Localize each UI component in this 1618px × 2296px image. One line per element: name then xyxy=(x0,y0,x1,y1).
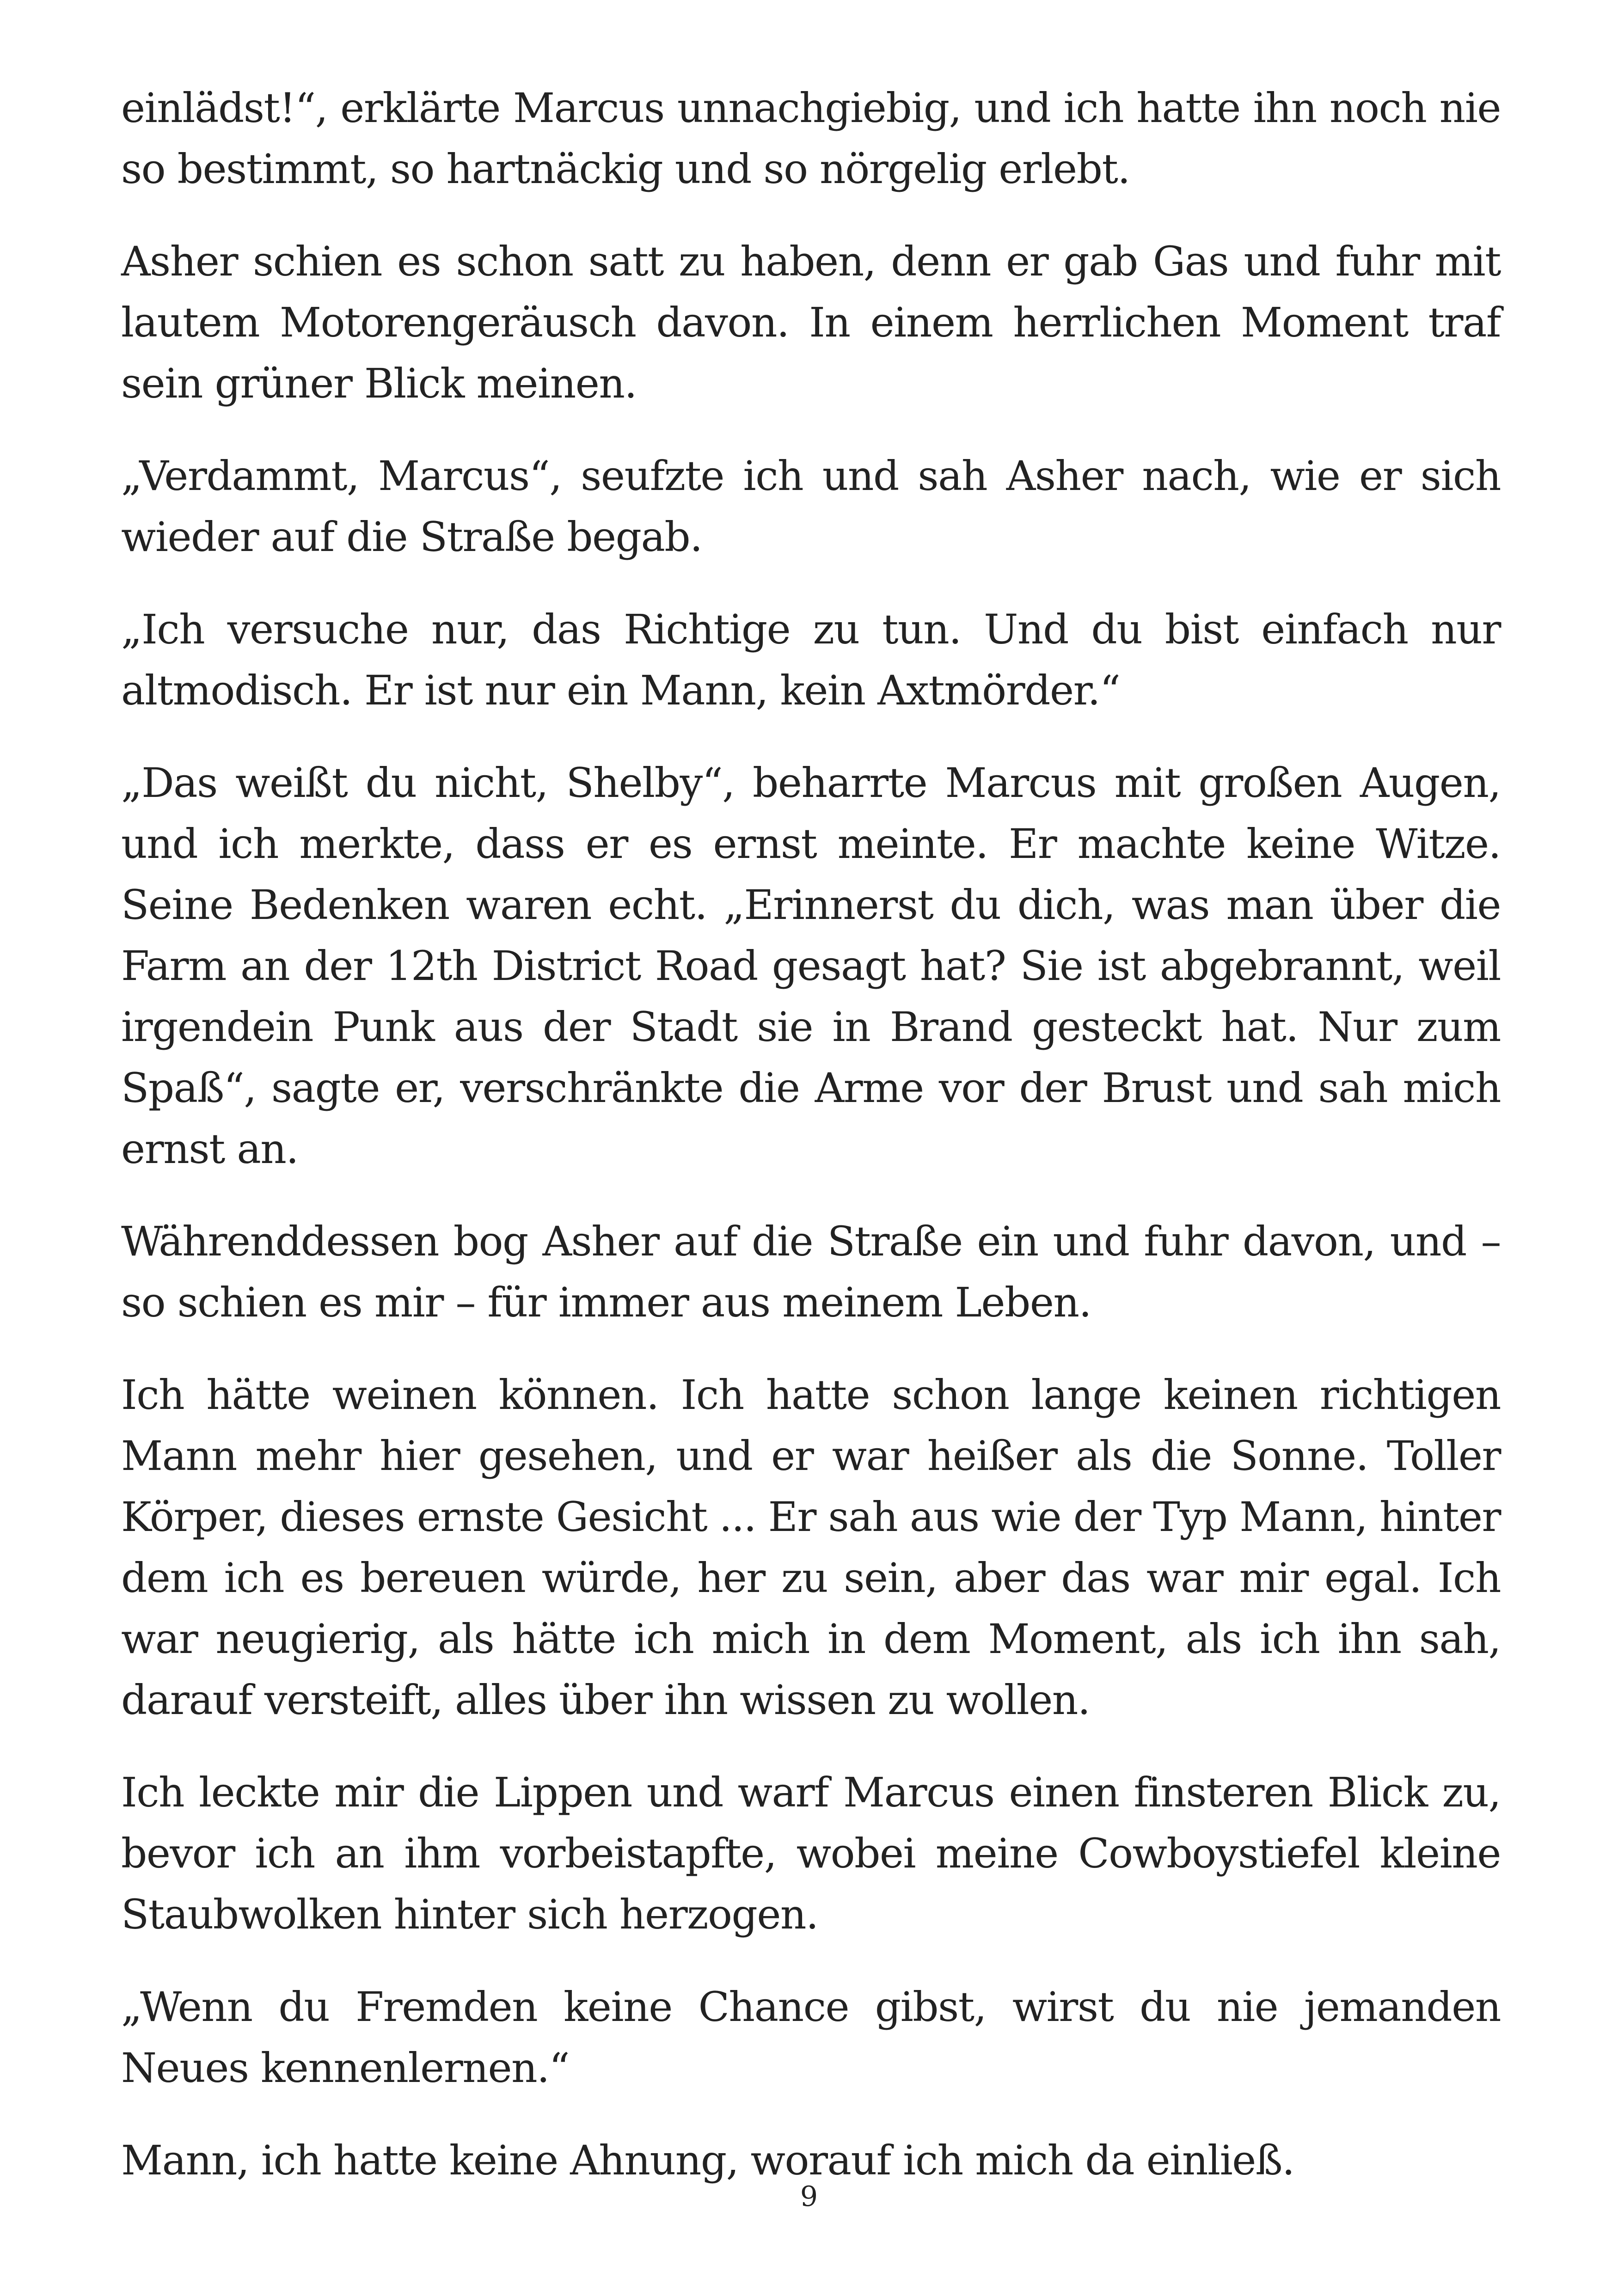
paragraph-10: Mann, ich hatte keine Ahnung, worauf ich mich da einließ. xyxy=(121,2137,1294,2184)
paragraph-6: Währenddessen bog Asher auf die Straße ein und fuhr davon, und – so schien es mir – für immer aus meinem Leben. xyxy=(121,1218,1501,1326)
paragraph-8: Ich leckte mir die Lippen und warf Marcus einen finsteren Blick zu, bevor ich an ihm vorbeistapfte, wobei meine Cowboystiefel kleine Staubwolken hinter sich herzogen. xyxy=(121,1769,1501,1938)
page-number: 9 xyxy=(800,2180,818,2213)
paragraph-9: „Wenn du Fremden keine Chance gibst, wirst du nie jemanden Neues kennenlernen.“ xyxy=(121,1983,1501,2092)
paragraph-4: „Ich versuche nur, das Richtige zu tun. Und du bist einfach nur altmodisch. Er ist nur ein Mann, kein Axtmörder.“ xyxy=(121,606,1501,714)
paragraph-5: „Das weißt du nicht, Shelby“, beharrte Marcus mit großen Augen, und ich merkte, dass er es ernst meinte. Er machte keine Witze. Seine Bedenken waren echt. „Erinnerst du dich, was man über die Farm an der 12th District Road gesagt hat? Sie ist abgebrannt, weil irgendein Punk aus der Stadt sie in Brand gesteckt hat. Nur zum Spaß“, sagte er, verschränkte die Arme vor der Brust und sah mich ernst an. xyxy=(121,759,1501,1173)
paragraph-3: „Verdammt, Marcus“, seufzte ich und sah Asher nach, wie er sich wieder auf die Straße begab. xyxy=(121,452,1501,561)
paragraph-7: Ich hätte weinen können. Ich hatte schon lange keinen richtigen Mann mehr hier gesehen, und er war heißer als die Sonne. Toller Körper, dieses ernste Gesicht ... Er sah aus wie der Typ Mann, hinter dem ich es bereuen würde, her zu sein, aber das war mir egal. Ich war neugierig, als hätte ich mich in dem Moment, als ich ihn sah, darauf versteift, alles über ihn wissen zu wollen. xyxy=(121,1371,1501,1724)
paragraph-2: Asher schien es schon satt zu haben, denn er gab Gas und fuhr mit lautem Motorengeräusch davon. In einem herrlichen Moment traf sein grüner Blick meinen. xyxy=(121,238,1501,407)
body-text xyxy=(121,78,1501,2191)
paragraph-1: einlädst!“, erklärte Marcus unnachgiebig, und ich hatte ihn noch nie so bestimmt, so hartnäckig und so nörgelig erlebt. xyxy=(121,84,1501,193)
